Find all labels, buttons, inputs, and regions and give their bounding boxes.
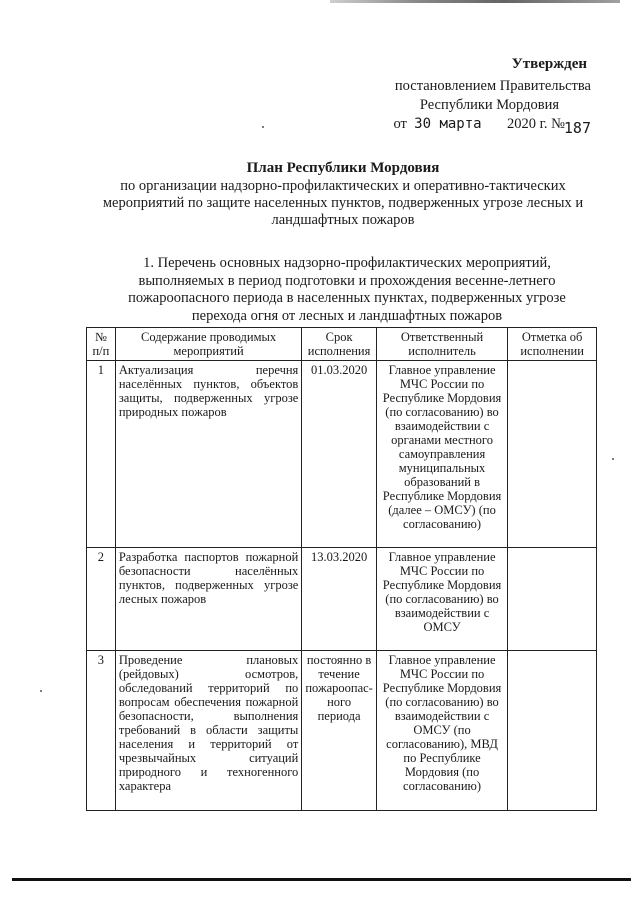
- table-row: [87, 548, 597, 651]
- header-deadline: Срок исполнения: [302, 328, 377, 361]
- approval-line-2: Республики Мордовия: [419, 97, 559, 113]
- year-number-label: 2020 г. №: [506, 116, 565, 132]
- row-deadline: 13.03.2020: [302, 548, 377, 651]
- row-responsible: Главное управление МЧС России по Республике Мордовия (по согласованию) во взаимодействии с ОМСУ: [376, 548, 507, 651]
- row-content: Актуализация перечня населённых пунктов, объектов защиты, подверженных угрозе природных пожаров: [115, 361, 301, 548]
- row-mark: [508, 361, 597, 548]
- title-subtitle: по организации надзорно-профилактических и оперативно-тактических мероприятий по защите населенных пунктов, подверженных угрозе лесных и ландшафтных пожаров: [102, 178, 584, 228]
- row-content: Разработка паспортов пожарной безопасности населённых пунктов, подверженных угрозе лесных пожаров: [115, 548, 301, 651]
- title-main: План Республики Мордовия: [246, 160, 440, 176]
- handwritten-number: 187: [563, 119, 591, 137]
- header-responsible: Ответственный исполнитель: [376, 328, 507, 361]
- row-deadline: 01.03.2020: [302, 361, 377, 548]
- approved-label: Утвержден: [511, 56, 587, 72]
- scan-edge-bottom: [12, 878, 631, 881]
- header-number: № п/п: [87, 328, 116, 361]
- table-row: [87, 651, 597, 811]
- table-header-row: [87, 328, 597, 361]
- approval-stamp: [393, 55, 592, 137]
- section-heading: 1. Перечень основных надзорно-профилактических мероприятий, выполняемых в период подготовки и прохождения весенне-летнего пожароопасного периода в населенных пунктах, подверженных угрозе перехода огня от лесных и ландшафтных пожаров: [128, 255, 566, 324]
- row-mark: [508, 548, 597, 651]
- from-prefix: от: [393, 116, 407, 132]
- row-mark: [508, 651, 597, 811]
- measures-table: [86, 327, 597, 811]
- header-content: Содержание проводимых мероприятий: [115, 328, 301, 361]
- approval-date-line: [393, 115, 592, 137]
- row-number: 3: [87, 651, 116, 811]
- row-number: 1: [87, 361, 116, 548]
- header-mark: Отметка об исполнении: [508, 328, 597, 361]
- approval-line-1: постановлением Правительства: [394, 78, 591, 94]
- row-deadline: постоянно в течение пожароопас-ного периода: [302, 651, 377, 811]
- row-content: Проведение плановых (рейдовых) осмотров, обследований территорий по вопросам обеспечения пожарной безопасности, выполнения требований в области защиты населения и территорий от чрезвычайных ситуаций природного и техногенного характера: [115, 651, 301, 811]
- handwritten-date: 30 марта: [414, 116, 482, 132]
- document-title: [90, 160, 596, 229]
- row-responsible: Главное управление МЧС России по Республике Мордовия (по согласованию) во взаимодействии с ОМСУ (по согласованию), МВД по Республике Мордовия (по согласованию): [376, 651, 507, 811]
- row-responsible: Главное управление МЧС России по Республике Мордовия (по согласованию) во взаимодействии с органами местного самоуправления муниципальных образований в Республике Мордовия (далее – ОМСУ) (по согласованию): [376, 361, 507, 548]
- row-number: 2: [87, 548, 116, 651]
- table-row: [87, 361, 597, 548]
- scan-edge-top: [330, 0, 620, 3]
